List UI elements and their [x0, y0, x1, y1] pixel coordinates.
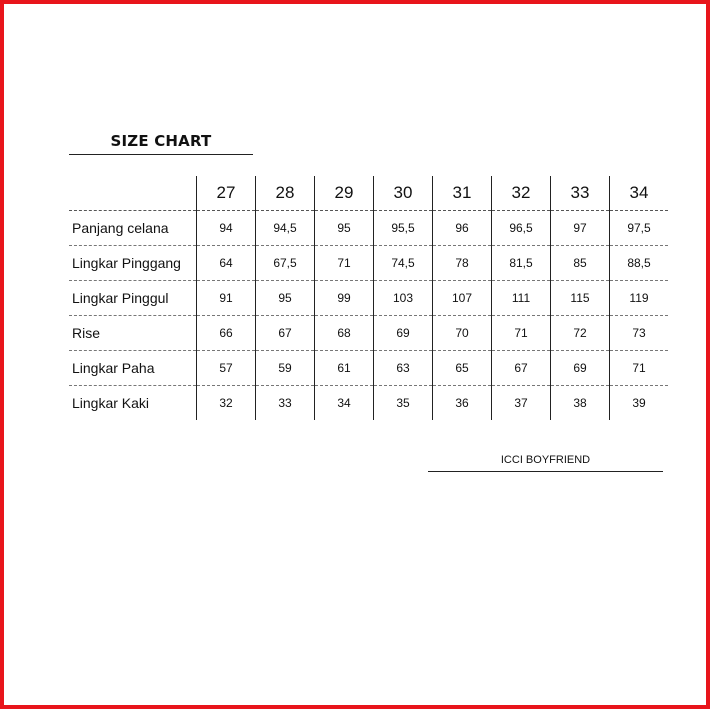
brand-label: ICCI BOYFRIEND [500, 454, 591, 466]
table-cell: 67,5 [256, 246, 315, 281]
brand-underline [428, 471, 663, 472]
table-cell: 71 [610, 351, 669, 386]
table-cell: 71 [315, 246, 374, 281]
table-cell: 81,5 [492, 246, 551, 281]
table-cell: 111 [492, 281, 551, 316]
table-cell: 119 [610, 281, 669, 316]
table-cell: 70 [433, 316, 492, 351]
table-cell: 88,5 [610, 246, 669, 281]
table-cell: 39 [610, 386, 669, 421]
table-row [69, 316, 668, 351]
row-label: Rise [69, 316, 197, 351]
table-cell: 97 [551, 211, 610, 246]
header-corner [69, 176, 197, 211]
table-cell: 57 [197, 351, 256, 386]
table-cell: 64 [197, 246, 256, 281]
size-header: 29 [315, 176, 374, 211]
table-row [69, 351, 668, 386]
row-label: Lingkar Kaki [72, 395, 150, 411]
table-cell: 94,5 [256, 211, 315, 246]
table-cell: 107 [433, 281, 492, 316]
table-cell: 73 [610, 316, 669, 351]
table-cell: 71 [492, 316, 551, 351]
size-header: 31 [433, 176, 492, 211]
table-row [69, 386, 668, 421]
row-label: Panjang celana [69, 211, 197, 246]
table-cell: 59 [256, 351, 315, 386]
table-cell: 85 [551, 246, 610, 281]
size-header: 27 [197, 176, 256, 211]
table-cell: 32 [197, 386, 256, 421]
table-row [69, 246, 668, 281]
table-cell: 69 [374, 316, 433, 351]
table-row [69, 211, 668, 246]
page-title: SIZE CHART [110, 132, 212, 150]
size-header-row [69, 176, 668, 211]
table-cell: 66 [197, 316, 256, 351]
size-header: 33 [551, 176, 610, 211]
size-chart-table [69, 176, 668, 420]
row-label: Lingkar Pinggul [69, 281, 197, 316]
table-cell: 74,5 [374, 246, 433, 281]
table-cell: 36 [433, 386, 492, 421]
table-cell: 34 [315, 386, 374, 421]
table-cell: 95 [256, 281, 315, 316]
size-header: 34 [610, 176, 669, 211]
table-cell: 91 [197, 281, 256, 316]
table-cell: 95,5 [374, 211, 433, 246]
table-cell: 78 [433, 246, 492, 281]
table-cell: 69 [551, 351, 610, 386]
table-cell: 115 [551, 281, 610, 316]
table-cell: 97,5 [610, 211, 669, 246]
row-label: Lingkar Pinggang [69, 246, 197, 281]
table-cell: 37 [492, 386, 551, 421]
table-cell: 65 [433, 351, 492, 386]
table-cell: 67 [256, 316, 315, 351]
size-header: 30 [374, 176, 433, 211]
table-cell: 38 [551, 386, 610, 421]
table-cell: 63 [374, 351, 433, 386]
table-cell: 95 [315, 211, 374, 246]
table-cell: 96,5 [492, 211, 551, 246]
size-header: 28 [256, 176, 315, 211]
table-cell: 103 [374, 281, 433, 316]
table-cell: 35 [374, 386, 433, 421]
table-cell: 96 [433, 211, 492, 246]
table-cell: 61 [315, 351, 374, 386]
size-header: 32 [492, 176, 551, 211]
table-row [69, 281, 668, 316]
table-cell: 72 [551, 316, 610, 351]
row-label: Lingkar Paha [69, 351, 197, 386]
table-cell: 33 [256, 386, 315, 421]
table-cell: 68 [315, 316, 374, 351]
table-cell: 99 [315, 281, 374, 316]
table-cell: 67 [492, 351, 551, 386]
title-underline [69, 154, 253, 155]
table-cell: 94 [197, 211, 256, 246]
